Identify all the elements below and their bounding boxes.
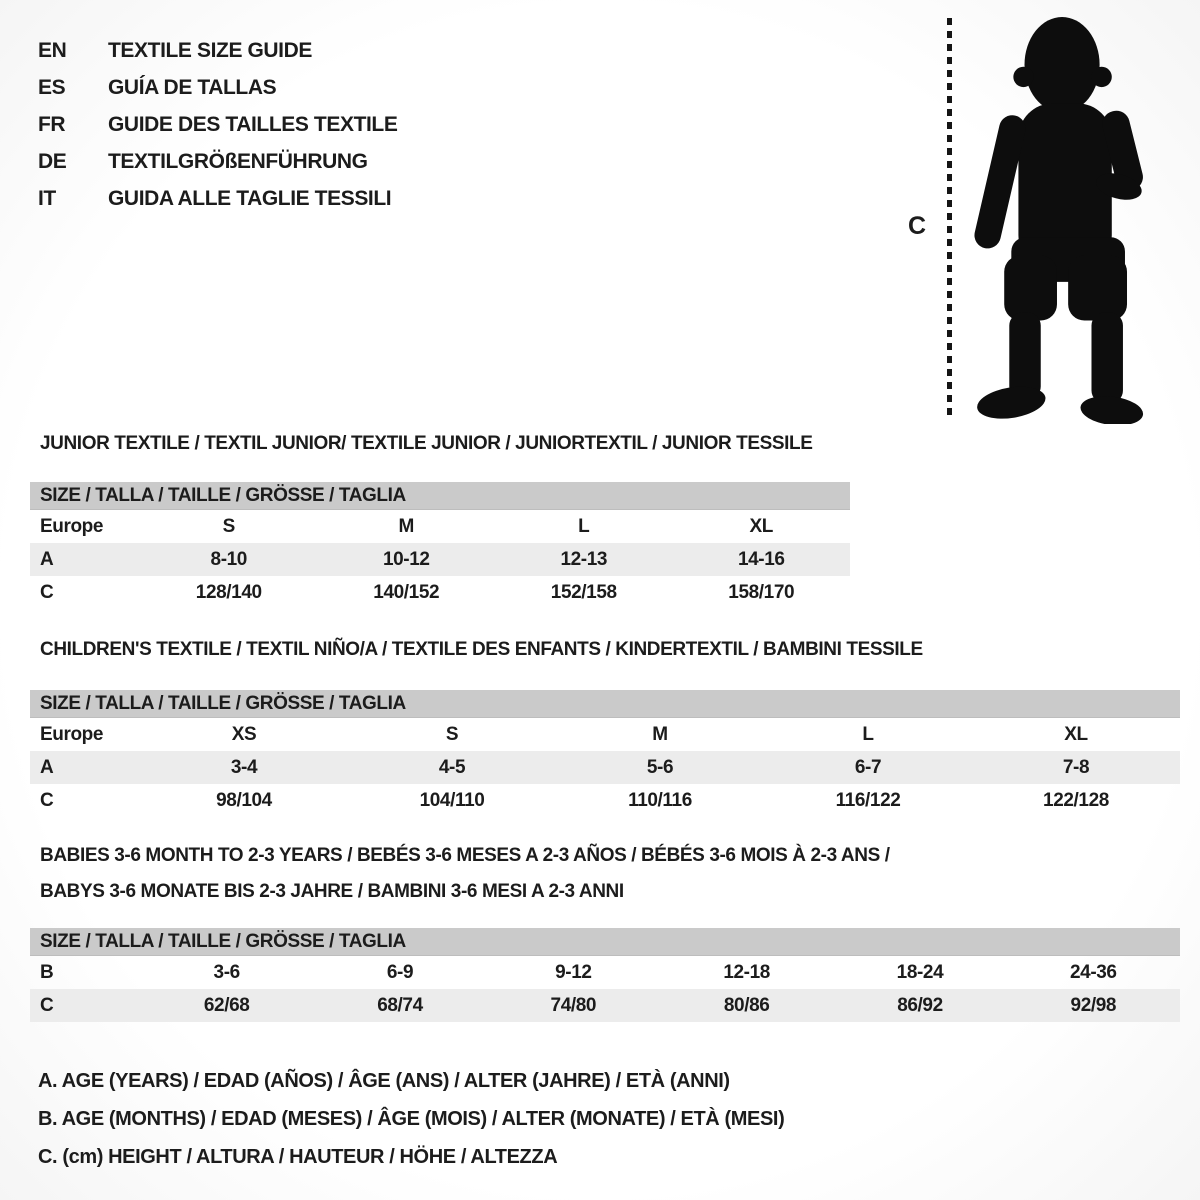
table-cell: 12-18 <box>723 961 770 983</box>
junior-textile-section <box>30 432 850 609</box>
language-code: ES <box>38 75 66 99</box>
table-row <box>30 751 1180 784</box>
table-title: BABYS 3-6 MONATE BIS 2-3 JAHRE / BAMBINI 3-6 MESI A 2-3 ANNI <box>40 881 624 902</box>
height-measure-dashed-line <box>947 18 952 418</box>
size-header-bar <box>30 690 1180 718</box>
row-label: A <box>40 548 54 570</box>
table-row <box>30 543 850 576</box>
table-cell: 3-4 <box>230 756 258 778</box>
size-header-label: SIZE / TALLA / TAILLE / GRÖSSE / TAGLIA <box>40 930 406 952</box>
table-row <box>30 576 850 609</box>
table-cell: 122/128 <box>1043 789 1109 811</box>
table-cell: L <box>862 723 874 745</box>
language-header <box>38 32 397 217</box>
table-cell: S <box>445 723 459 745</box>
table-cell: 98/104 <box>216 789 272 811</box>
table-cell: 7-8 <box>1062 756 1090 778</box>
table-cell: 10-12 <box>382 548 430 570</box>
language-code: DE <box>38 149 67 173</box>
table-cell: 86/92 <box>897 994 943 1016</box>
table-cell: 3-6 <box>213 961 240 983</box>
size-header-bar <box>30 482 850 510</box>
table-cell: 14-16 <box>737 548 785 570</box>
table-cell: 104/110 <box>419 789 485 811</box>
row-label: C <box>40 789 54 811</box>
table-cell: M <box>398 515 414 537</box>
table-cell: S <box>222 515 235 537</box>
table-row <box>30 784 1180 817</box>
table-cell: 92/98 <box>1070 994 1117 1016</box>
table-cell: XS <box>231 723 257 745</box>
language-row <box>38 32 397 69</box>
table-cell: 68/74 <box>377 994 423 1016</box>
table-cell: 6-9 <box>386 961 414 983</box>
guide-title: TEXTILE SIZE GUIDE <box>108 38 312 62</box>
table-cell: XL <box>1064 723 1088 745</box>
table-cell: L <box>578 515 590 537</box>
table-cell: 8-10 <box>210 548 247 570</box>
row-label: Europe <box>40 723 104 745</box>
size-header-label: SIZE / TALLA / TAILLE / GRÖSSE / TAGLIA <box>40 484 406 506</box>
children-textile-section <box>30 638 1180 817</box>
size-header-label: SIZE / TALLA / TAILLE / GRÖSSE / TAGLIA <box>40 692 406 714</box>
table-cell: 158/170 <box>728 581 795 603</box>
table-rows <box>30 718 1180 817</box>
table-cell: 9-12 <box>555 961 592 983</box>
row-label: C <box>40 581 54 603</box>
row-label: A <box>40 756 54 778</box>
table-row <box>30 510 850 543</box>
language-row <box>38 106 397 143</box>
table-row <box>30 989 1180 1022</box>
table-cell: 6-7 <box>854 756 882 778</box>
table-cell: 152/158 <box>550 581 617 603</box>
table-row <box>30 718 1180 751</box>
section-title-block <box>30 838 1180 910</box>
legend <box>38 1062 784 1176</box>
table-cell: 4-5 <box>438 756 466 778</box>
table-rows <box>30 510 850 609</box>
section-title-block <box>30 638 1180 662</box>
legend-line-c: C. (cm) HEIGHT / ALTURA / HAUTEUR / HÖHE / ALTEZZA <box>38 1146 558 1168</box>
row-label: C <box>40 994 54 1016</box>
table-cell: 110/116 <box>628 789 692 811</box>
table-cell: 24-36 <box>1070 961 1117 983</box>
table-cell: 5-6 <box>646 756 674 778</box>
table-cell: 62/68 <box>203 994 250 1016</box>
babies-textile-section <box>30 838 1180 1022</box>
guide-title: GUÍA DE TALLAS <box>108 75 277 99</box>
table-cell: 18-24 <box>896 961 944 983</box>
guide-title: GUIDE DES TAILLES TEXTILE <box>108 112 398 136</box>
language-code: IT <box>38 186 56 210</box>
height-measure-label: C <box>908 212 926 240</box>
guide-title: GUIDA ALLE TAGLIE TESSILI <box>108 186 392 210</box>
table-cell: 140/152 <box>373 581 440 603</box>
table-title: CHILDREN'S TEXTILE / TEXTIL NIÑO/A / TEXTILE DES ENFANTS / KINDERTEXTIL / BAMBINI TESSILE <box>40 639 923 660</box>
legend-line-b: B. AGE (MONTHS) / EDAD (MESES) / ÂGE (MOIS) / ALTER (MONATE) / ETÀ (MESI) <box>38 1108 785 1130</box>
table-cell: 116/122 <box>835 789 901 811</box>
size-header-bar <box>30 928 1180 956</box>
table-cell: XL <box>749 515 773 537</box>
table-rows <box>30 956 1180 1022</box>
table-title: BABIES 3-6 MONTH TO 2-3 YEARS / BEBÉS 3-6 MESES A 2-3 AÑOS / BÉBÉS 3-6 MOIS À 2-3 ANS / <box>40 845 890 866</box>
language-row <box>38 143 397 180</box>
guide-title: TEXTILGRÖßENFÜHRUNG <box>108 149 368 173</box>
row-label: Europe <box>40 515 104 537</box>
table-cell: 80/86 <box>723 994 770 1016</box>
legend-line-a: A. AGE (YEARS) / EDAD (AÑOS) / ÂGE (ANS) / ALTER (JAHRE) / ETÀ (ANNI) <box>38 1070 730 1092</box>
language-row <box>38 69 397 106</box>
section-title-block <box>30 432 850 456</box>
language-code: EN <box>38 38 67 62</box>
table-title: JUNIOR TEXTILE / TEXTIL JUNIOR/ TEXTILE JUNIOR / JUNIORTEXTIL / JUNIOR TESSILE <box>40 433 813 454</box>
table-cell: 128/140 <box>195 581 262 603</box>
table-row <box>30 956 1180 989</box>
table-cell: 12-13 <box>560 548 608 570</box>
toddler-silhouette-icon <box>968 14 1148 424</box>
table-cell: 74/80 <box>550 994 597 1016</box>
row-label: B <box>40 961 54 983</box>
language-code: FR <box>38 112 66 136</box>
language-row <box>38 180 397 217</box>
table-cell: M <box>652 723 668 745</box>
